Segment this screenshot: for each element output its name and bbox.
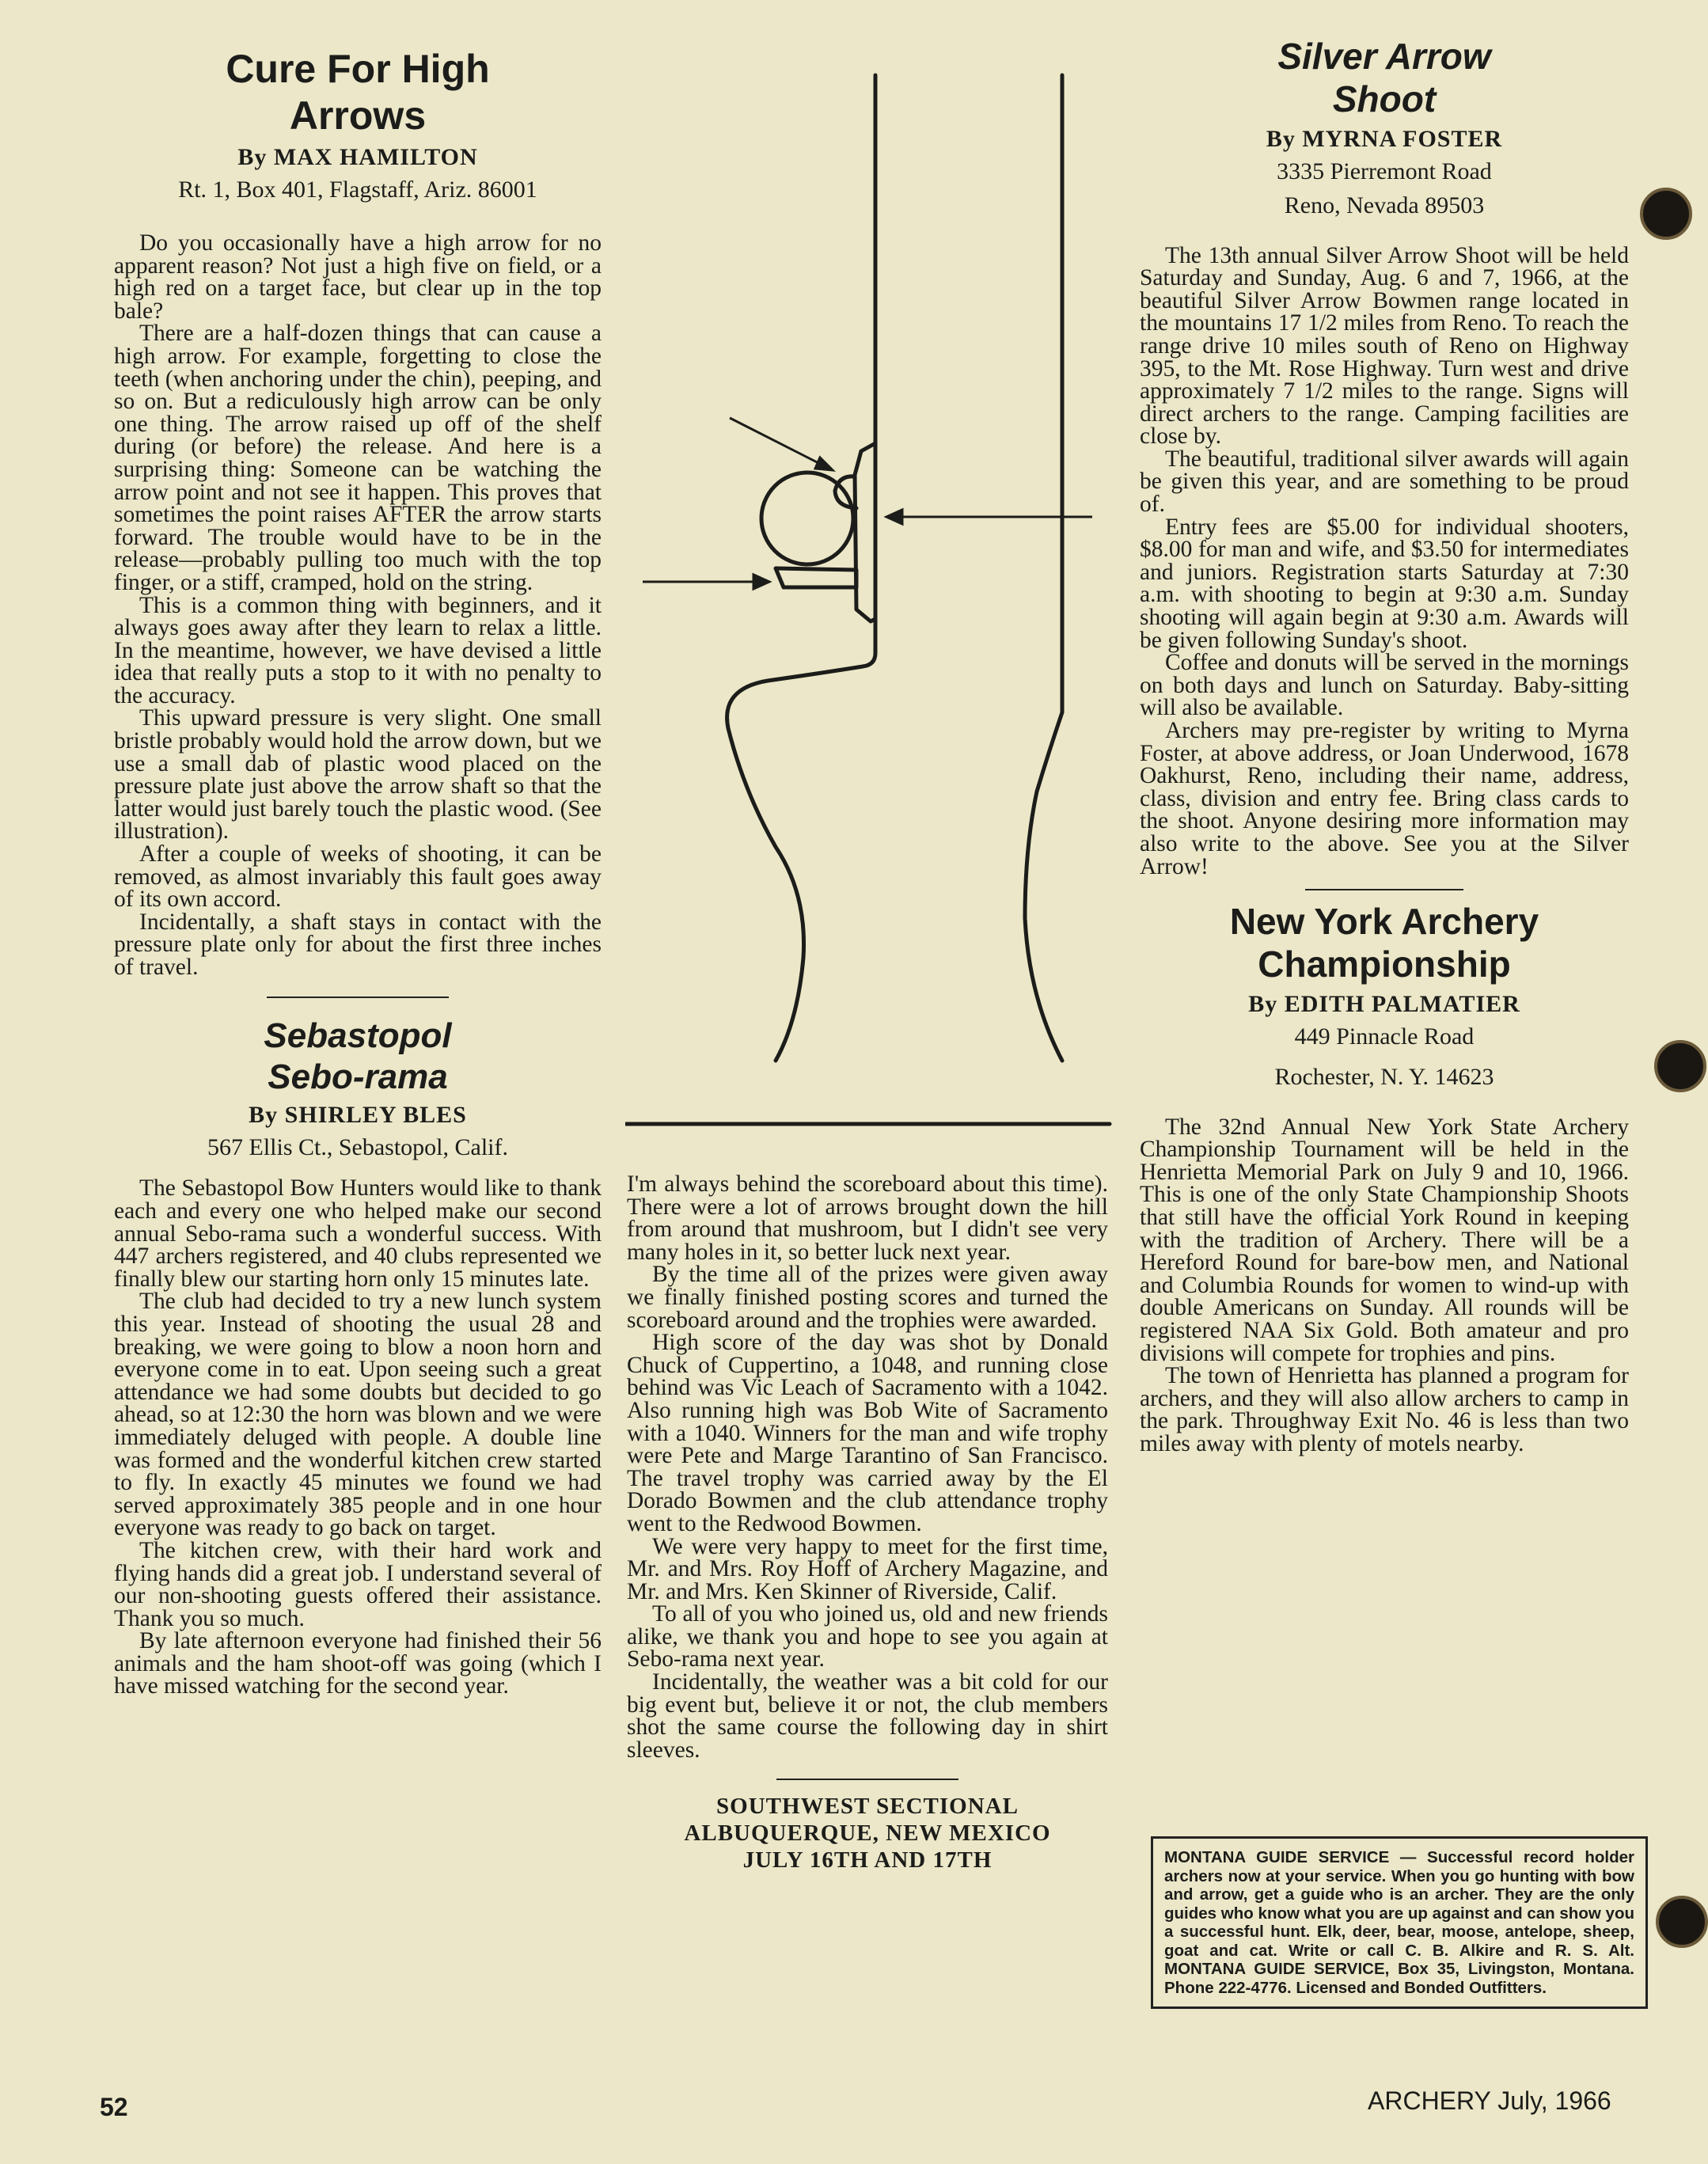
ny-address-line2: Rochester, N. Y. 14623 — [1274, 1063, 1494, 1090]
right-column — [1140, 35, 1629, 1456]
sebo-continued-paragraph: Incidentally, the weather was a bit cold for our big event but, believe it or not, the club members shot the same course the following day in shirt sleeves. — [627, 1669, 1108, 1763]
cure-paragraph: Incidentally, a shaft stays in contact with the pressure plate only for about the first three inches of travel. — [114, 909, 602, 980]
silver-address-line2: Reno, Nevada 89503 — [1284, 192, 1485, 218]
sebo-address: 567 Ellis Ct., Sebastopol, Calif. — [207, 1134, 508, 1161]
cure-paragraph: This is a common thing with beginners, and it always goes away after they learn to relax a little. In the meantime, however, we have devised a little idea that really puts a stop to it with no penalty to the accuracy. — [114, 592, 602, 708]
binder-hole-bottom — [1656, 1896, 1708, 1948]
sebo-continued-paragraph: High score of the day was shot by Donald Chuck of Cuppertino, a 1048, and running close behind was Vic Leach of Sacramento with a 1042. Also running high was Bob Wite of Sacramento with a 1040. Winners for the man and wife trophy were Pete and Marge Tarantino of San Francisco. The travel trophy was carried away by the El Dorado Bowmen and the club attendance trophy went to the Redwood Bowmen. — [627, 1330, 1108, 1536]
cure-address: Rt. 1, Box 401, Flagstaff, Ariz. 86001 — [178, 177, 537, 203]
ny-byline: By EDITH PALMATIER — [1248, 990, 1520, 1017]
binder-hole-middle — [1654, 1040, 1706, 1092]
ny-title: New York Archery Championship — [1229, 901, 1539, 985]
left-column — [114, 46, 602, 1698]
sebo-paragraph: The club had decided to try a new lunch system this year. Instead of shooting the usual 28 and breaking, we were going to blow a noon horn and everyone come in to eat. Upon seeing such a great attendance we had some doubts but decided to go ahead, so at 12:30 the horn was blown and we were immediately deluged with people. A double line was formed and the wonderful kitchen crew started to fly. In exactly 45 minutes we found we had served approximately 385 people and in one hour everyone was ready to go back on target. — [114, 1289, 602, 1541]
sebo-continued-paragraph: We were very happy to meet for the first time, Mr. and Mrs. Roy Hoff of Archery Magazine, and Mr. and Mrs. Ken Skinner of Riverside, Calif. — [627, 1533, 1108, 1604]
sebo-continued-paragraph: To all of you who joined us, old and new friends alike, we thank you and hope to see you again at Sebo-rama next year. — [627, 1601, 1108, 1672]
pointer-arrow-dab — [730, 418, 829, 469]
silver-paragraph: Coffee and donuts will be served in the mornings on both days and lunch on Saturday. Baby-sitting will also be available. — [1140, 650, 1629, 721]
pointer-arrow-shelf-head — [753, 575, 769, 589]
silver-paragraph: The beautiful, traditional silver awards will again be given this year, and are something to be proud of. — [1140, 446, 1629, 518]
silver-paragraph: Entry fees are $5.00 for individual shooters, $8.00 for man and wife, and $3.50 for intermediates and juniors. Registration starts Saturday at 7:30 a.m. with shooting to begin at 9:30 a.m. Sunday shooting will again begin at 9:30 a.m. Awards will be given following Sunday's shoot. — [1140, 514, 1629, 653]
ny-paragraph: The town of Henrietta has planned a program for archers, and they will also allow archers to camp in the park. Throughway Exit No. 46 is less than two miles away with plenty of motels nearby. — [1140, 1363, 1629, 1456]
silver-paragraph: Archers may pre-register by writing to Myrna Foster, at above address, or Joan Underwood, 1678 Oakhurst, Reno, including their name, address, class, division and entry fee. Bring class cards to the shoot. Anyone desiring more information may also write to the above. See you at the Silver Arrow! — [1140, 718, 1629, 879]
ny-address-line1: 449 Pinnacle Road — [1294, 1023, 1475, 1050]
sebo-continued-paragraph: By the time all of the prizes were given away we finally finished posting scores and turned the scoreboard around and the trophies were awarded. — [627, 1262, 1108, 1333]
page-number: 52 — [100, 2093, 128, 2121]
magazine-footer: ARCHERY July, 1966 — [1368, 2086, 1611, 2115]
arrow-shelf — [776, 568, 856, 587]
southwest-sectional-notice: SOUTHWEST SECTIONAL ALBUQUERQUE, NEW MEXICO JULY 16TH AND 17TH — [684, 1794, 1051, 1874]
silver-title: Silver Arrow Shoot — [1277, 36, 1491, 120]
cure-paragraph: There are a half-dozen things that can cause a high arrow. For example, forgetting to close the teeth (when anchoring under the chin), peeping, and so on. But a rediculously high arrow can be only one thing. The arrow raised up off of the shelf during (or before) the release. And here is a surprising thing: Someone can be watching the arrow point and not see it happen. This proves that sometimes the point raises AFTER the arrow starts forward. The trouble would have to be in the release—probably pulling too much with the top finger, or a stiff, cramped, hold on the string. — [114, 321, 602, 595]
silver-body — [1140, 242, 1629, 879]
sebo-paragraph: The kitchen crew, with their hard work and flying hands did a great job. I understand several of our non-shooting guests offered their assistance. Thank you so much. — [114, 1537, 602, 1631]
silver-address-line1: 3335 Pierremont Road — [1277, 158, 1492, 184]
bow-handle-illustration — [625, 63, 1116, 1140]
divider — [776, 1779, 958, 1780]
montana-guide-ad: MONTANA GUIDE SERVICE — Successful record holder archers now at your service. When you go hunting with bow and arrow, get a guide who is an archer. They are the only guides who know what you are up against and can show you a successful hunt. Elk, deer, bear, moose, antelope, sheep, goat and cat. Write or call C. B. Alkire and R. S. Alt. MONTANA GUIDE SERVICE, Box 35, Livingston, Montana. Phone 222-4776. Licensed and Bonded Outfitters. — [1151, 1836, 1648, 2009]
sebo-byline: By SHIRLEY BLES — [249, 1102, 467, 1129]
sebo-continued-paragraph: I'm always behind the scoreboard about this time). There were a lot of arrows brought down the hill from around that mushroom, but I didn't see very many holes in it, so better luck next year. — [627, 1171, 1108, 1265]
middle-column — [627, 1173, 1108, 1874]
sebo-paragraph: By late afternoon everyone had finished their 56 animals and the ham shoot-off was going (which I have missed watching for the second year. — [114, 1628, 602, 1699]
cure-paragraph: This upward pressure is very slight. One small bristle probably would hold the arrow down, but we use a small dab of plastic wood placed on the pressure plate just above the arrow shaft so that the latter would just barely touch the plastic wood. (See illustration). — [114, 705, 602, 845]
cure-byline: By MAX HAMILTON — [237, 144, 478, 170]
divider — [1305, 889, 1463, 890]
ny-paragraph: The 32nd Annual New York State Archery Championship Tournament will be held in the Henrietta Memorial Park on July 9 and 10, 1966. This is one of the only State Championship Shoots that still have the official York Round in keeping with the tradition of Archery. There will be a Hereford Round for bare-bow men, and National and Columbia Rounds for women to wind-up with double Americans on Sunday. All rounds will be registered NAA Six Gold. Both amateur and pro divisions will compete for trophies and pins. — [1140, 1114, 1629, 1366]
pointer-arrow-plate-head — [886, 510, 902, 524]
bow-riser-right-edge — [1025, 75, 1062, 1061]
silver-paragraph: The 13th annual Silver Arrow Shoot will be held Saturday and Sunday, Aug. 6 and 7, 1966, at the beautiful Silver Arrow Bowmen range located in the mountains 17 1/2 miles from Reno. To reach the range drive 10 miles south of Reno on Highway 395, to the Mt. Rose Highway. Turn west and drive approximately 7 1/2 miles to the range. Signs will direct archers to the range. Camping facilities are close by. — [1140, 242, 1629, 450]
binder-hole-top — [1640, 188, 1692, 240]
pointer-arrow-dab-head — [815, 457, 833, 470]
arrow-shaft-cross-section — [761, 473, 853, 564]
silver-byline: By MYRNA FOSTER — [1266, 125, 1503, 152]
cure-body — [114, 232, 602, 979]
sebo-paragraph: The Sebastopol Bow Hunters would like to thank each and every one who helped make our second annual Sebo-rama such a wonderful success. With 447 archers registered, and 40 clubs represented we finally blew our starting horn only 15 minutes late. — [114, 1175, 602, 1292]
sebo-title: Sebastopol Sebo-rama — [264, 1016, 452, 1096]
sebo-body — [114, 1177, 602, 1698]
ny-body — [1140, 1116, 1629, 1456]
sebo-continued-body — [627, 1173, 1108, 1761]
cure-paragraph: After a couple of weeks of shooting, it can be removed, as almost invariably this fault goes away of its own accord. — [114, 841, 602, 913]
cure-paragraph: Do you occasionally have a high arrow for no apparent reason? Not just a high five on field, or a high red on a target face, but clear up in the top bale? — [114, 230, 602, 324]
pressure-plate — [855, 443, 875, 621]
divider — [267, 997, 449, 998]
cure-title: Cure For High Arrows — [226, 47, 490, 138]
